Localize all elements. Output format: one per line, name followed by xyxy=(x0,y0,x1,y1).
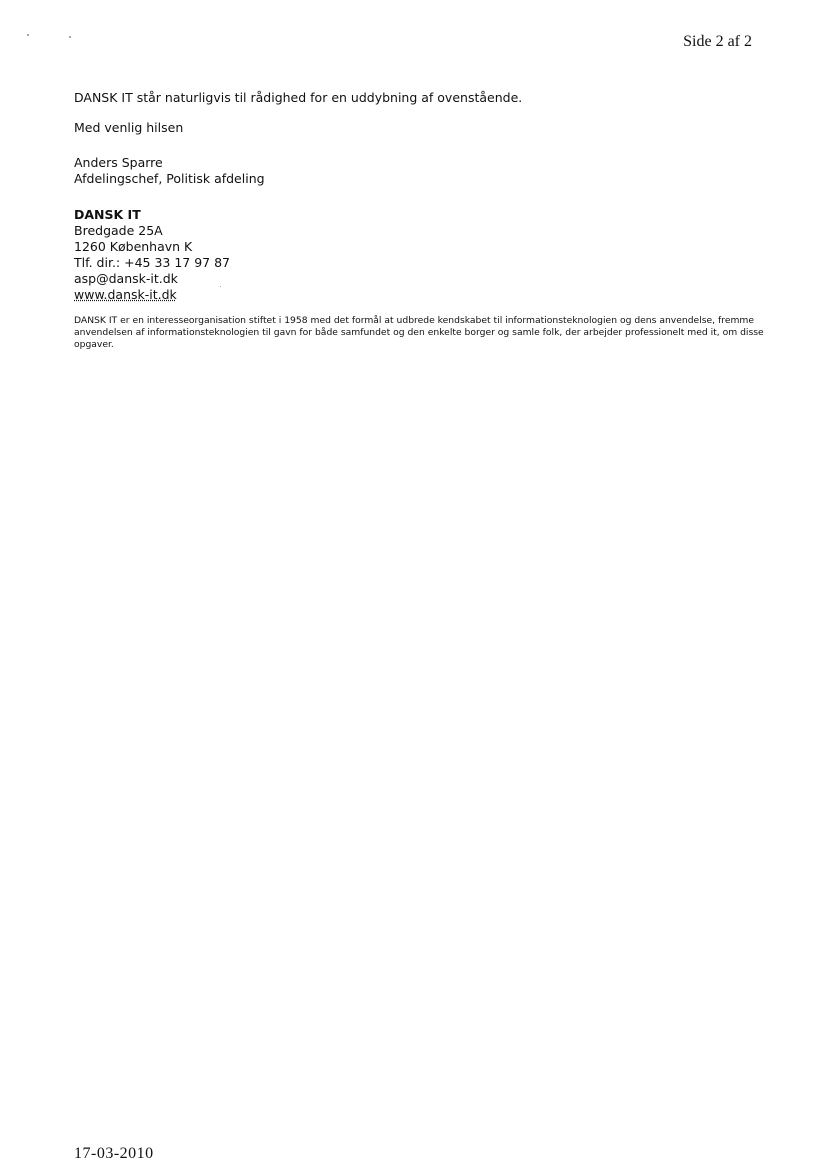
contact-block xyxy=(74,207,764,303)
scan-speck xyxy=(69,36,71,38)
intro-paragraph: DANSK IT står naturligvis til rådighed for en uddybning af ovenstående. xyxy=(74,90,523,105)
page-number: Side 2 af 2 xyxy=(683,33,752,50)
organization-description: DANSK IT er en interesseorganisation stiftet i 1958 med det formål at udbrede kendskabet til informationsteknologien og dens anvendelse, fremme anvendelsen af informationsteknologien til gavn for både samfundet og den enkelte borger og samle folk, der arbejder professionelt med it, om disse opgaver. xyxy=(74,315,764,350)
street-address: Bredgade 25A xyxy=(74,223,163,238)
letter-body xyxy=(74,90,764,351)
signer-title: Afdelingschef, Politisk afdeling xyxy=(74,171,265,186)
phone-number: Tlf. dir.: +45 33 17 97 87 xyxy=(74,255,230,270)
signer-name: Anders Sparre xyxy=(74,155,163,170)
city-address: 1260 København K xyxy=(74,239,193,254)
signature-block xyxy=(74,155,764,187)
organization-name: DANSK IT xyxy=(74,207,141,222)
scan-speck xyxy=(27,34,29,36)
closing-greeting: Med venlig hilsen xyxy=(74,120,184,135)
website-link[interactable]: www.dansk-it.dk xyxy=(74,287,177,302)
document-date: 17-03-2010 xyxy=(74,1145,154,1162)
email-address[interactable]: asp@dansk-it.dk xyxy=(74,271,178,286)
